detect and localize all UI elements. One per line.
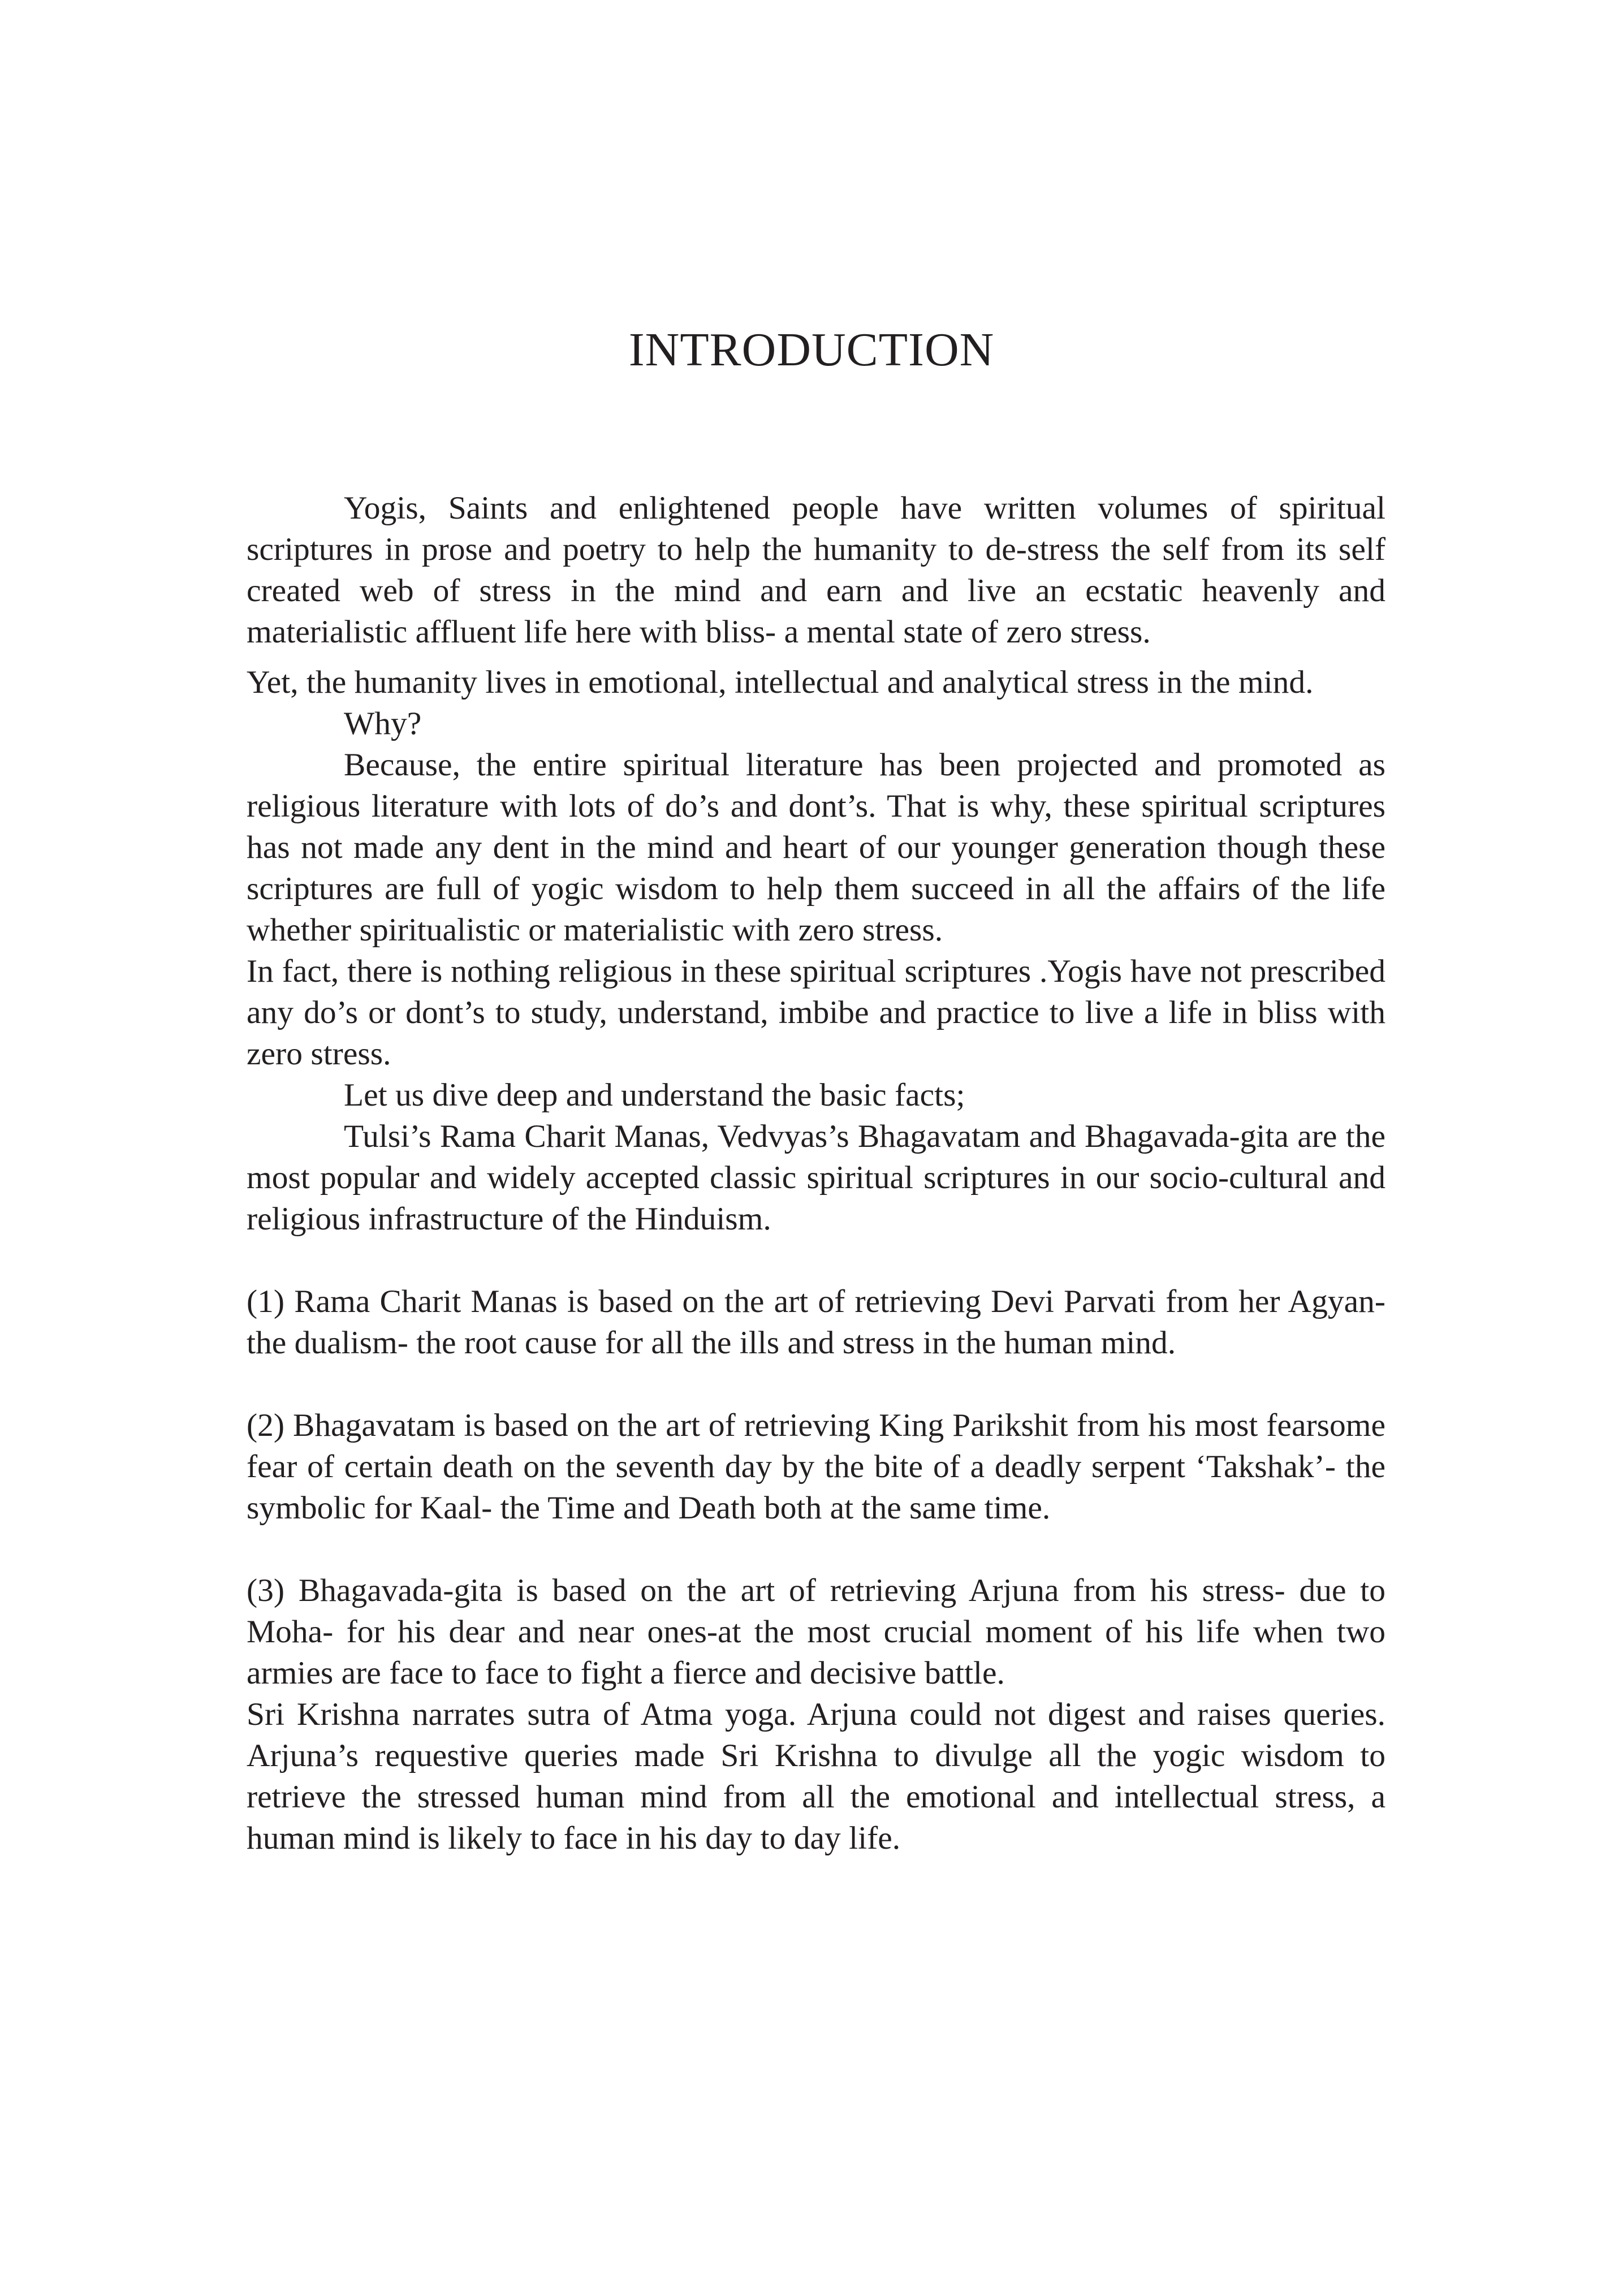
paragraph-because: Because, the entire spiritual literature has been projected and promoted as religious literature with lots of do’s and dont’s. That is why, these spiritual scriptures has not made any dent in the mind and heart of our younger generation though these scriptures are full of yogic wisdom to help them succeed in all the affairs of the life whether spiritualistic or materialistic with zero stress. [247,747,1385,948]
paragraph-why: Why? [344,706,422,741]
paragraph-in-fact: In fact, there is nothing religious in these spiritual scriptures .Yogis have not prescribed any do’s or dont’s to study, understand, imbibe and practice to live a life in bliss with zero stress. [247,953,1385,1072]
list-item-bhagavada-gita: (3) Bhagavada-gita is based on the art of retrieving Arjuna from his stress- due to Moha- for his dear and near ones-at the most crucial moment of his life when two armies are face to face to fight a fierce and decisive battle. [247,1573,1385,1691]
paragraph-intro: Yogis, Saints and enlightened people have written volumes of spiritual scriptures in prose and poetry to help the humanity to de-stress the self from its self created web of stress in the mind and earn and live an ecstatic heavenly and materialistic affluent life here with bliss- a mental state of zero stress. [247,490,1385,650]
page-title: INTRODUCTION [628,323,995,376]
list-item-rama-charit-manas: (1) Rama Charit Manas is based on the art of retrieving Devi Parvati from her Agyan- the dualism- the root cause for all the ills and stress in the human mind. [247,1284,1385,1361]
paragraph-sri-krishna: Sri Krishna narrates sutra of Atma yoga. Arjuna could not digest and raises queries. Arjuna’s requestive queries made Sri Krishna to divulge all the yogic wisdom to retrieve the stressed human mind from all the emotional and intellectual stress, a human mind is likely to face in his day to day life. [247,1697,1385,1856]
paragraph-dive-deep: Let us dive deep and understand the basic facts; [344,1077,965,1113]
list-item-bhagavatam: (2) Bhagavatam is based on the art of retrieving King Parikshit from his most fearsome fear of certain death on the seventh day by the bite of a deadly serpent ‘Takshak’- the symbolic for Kaal- the Time and Death both at the same time. [247,1408,1385,1526]
paragraph-tulsi: Tulsi’s Rama Charit Manas, Vedvyas’s Bhagavatam and Bhagavada-gita are the most popular and widely accepted classic spiritual scriptures in our socio-cultural and religious infrastructure of the Hinduism. [247,1119,1385,1237]
paragraph-yet: Yet, the humanity lives in emotional, intellectual and analytical stress in the mind. [247,664,1314,700]
body-text [247,487,1385,1859]
